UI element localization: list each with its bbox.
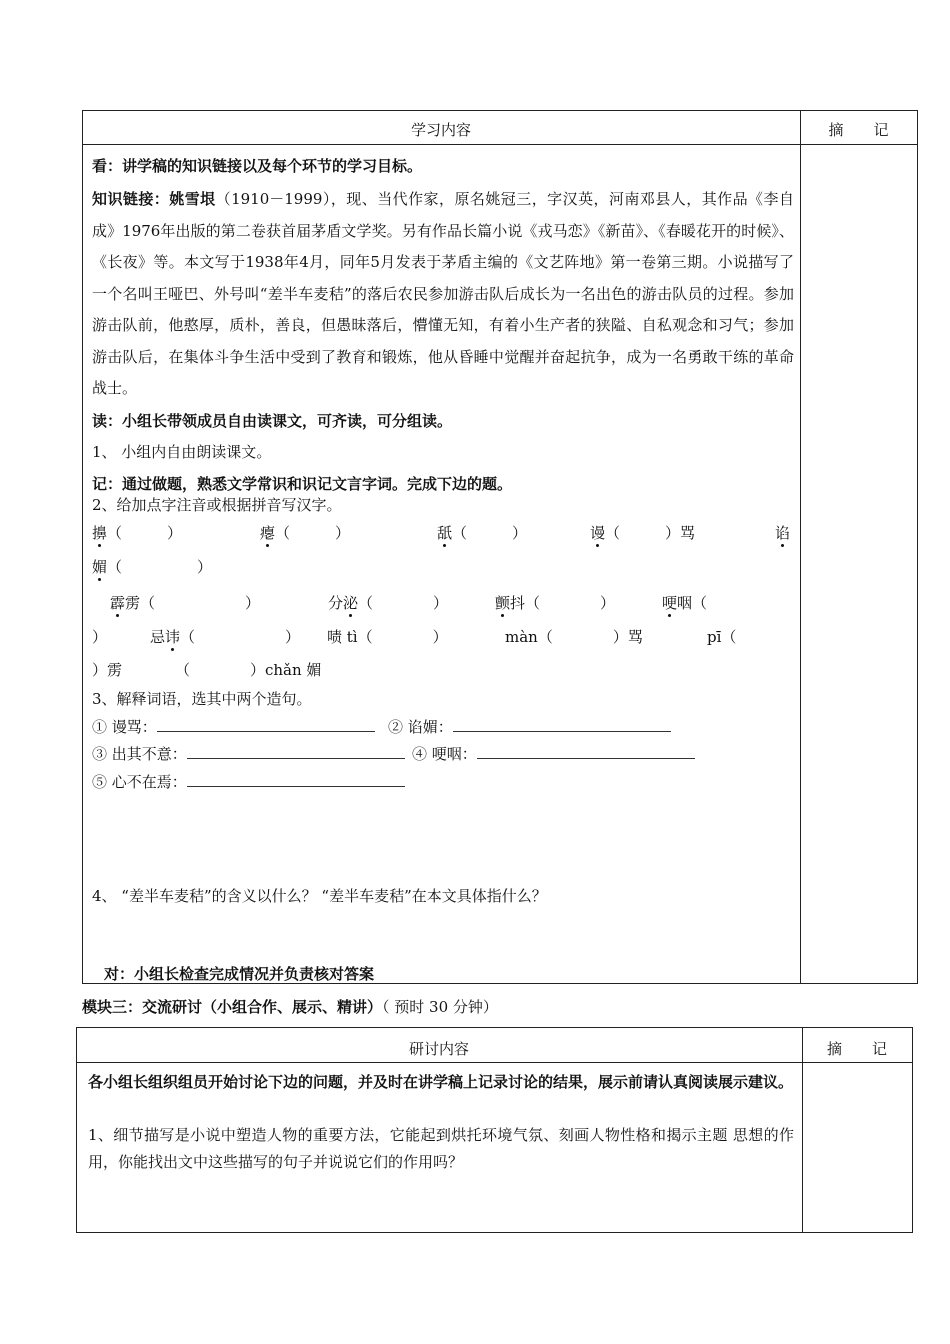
- pinyin-item-7: [328, 592, 448, 613]
- dotted-char: 媚: [92, 558, 108, 576]
- paren-blank: （ ）: [107, 524, 183, 542]
- table2-question-1: 1、细节描写是小说中塑造人物的重要方法，它能起到烘托环境气氛、刻画人物性格和揭示主题 思想的作用，你能找出文中这些描写的句子并说说它们的作用吗？: [88, 1126, 794, 1171]
- pinyin-item-13-cont: ）雳: [92, 661, 123, 679]
- question-5-label: ⑤ 心不在焉：: [92, 773, 187, 791]
- answer-line[interactable]: [157, 717, 375, 732]
- dotted-char: 讳: [165, 628, 181, 646]
- dotted-char: 霹: [110, 594, 126, 612]
- dotted-char: 擤: [92, 524, 108, 542]
- char: 分: [328, 594, 344, 612]
- question-3-label: ③ 出其不意：: [92, 745, 187, 763]
- answer-line[interactable]: [187, 772, 405, 787]
- paren-blank: （ ）: [180, 628, 301, 646]
- paren-blank: （ ）骂: [605, 524, 696, 542]
- answer-line[interactable]: [453, 717, 671, 732]
- question-3: [92, 743, 405, 764]
- question-1: [92, 716, 375, 737]
- table2-border-top: [76, 1027, 913, 1028]
- paren-blank: （ ）: [275, 524, 351, 542]
- item-3: 3、解释词语，选其中两个造句。: [92, 690, 312, 708]
- table1-border-header: [82, 144, 918, 145]
- item-4: 4、 “差半车麦秸”的含义以什么？ “差半车麦秸”在本文具体指什么？: [92, 887, 547, 905]
- zhishi-paragraph: [92, 184, 794, 405]
- char: 忌: [150, 628, 166, 646]
- question-2: [388, 716, 671, 737]
- table1-header-notes: 摘 记: [828, 121, 889, 139]
- dotted-char: 谩: [590, 524, 606, 542]
- table1-header-content: 学习内容: [410, 121, 471, 139]
- module3-heading: [82, 996, 498, 1017]
- table2-header-content: 研讨内容: [408, 1040, 469, 1058]
- zhishi-text: （1910－1999），现、当代作家，原名姚冠三，字汉英，河南邓县人，其作品《李自成》1976年出版的第二卷获首届茅盾文学奖。另有作品长篇小说《戎马恋》《新苗》、《春暖花开的时候》、《长夜》等。本文写于1938年4月，同年5月发表于茅盾主编的《文艺阵地》第一卷第三期。小说描写了一个名叫王哑巴、外号叫“差半车麦秸”的落后农民参加游击队后成长为一名出色的游击队员的过程。参加游击队前，他憨厚，质朴，善良，但愚昧落后，懵懂无知，有着小生产者的狭隘、自私观念和习气；参加游击队后，在集体斗争生活中受到了教育和锻炼，他从昏睡中觉醒并奋起抗争，成为一名勇敢干练的革命战士。: [92, 190, 794, 397]
- question-2-label: ② 谄媚：: [388, 718, 453, 736]
- table1-border-left: [82, 110, 83, 984]
- pinyin-item-5-cont: [92, 556, 212, 577]
- pinyin-item-11: 啧 tì（ ）: [327, 628, 448, 646]
- pinyin-item-12: màn（ ）骂: [505, 628, 643, 646]
- paren-blank: 抖（ ）: [510, 594, 616, 612]
- du-item-1: 1、 小组内自由朗读课文。: [92, 443, 272, 461]
- table1-border-mid: [800, 110, 801, 984]
- answer-line[interactable]: [477, 744, 695, 759]
- paren-blank: （ ）: [358, 594, 449, 612]
- kan-instruction: 看：讲学稿的知识链接以及每个环节的学习目标。: [92, 157, 423, 175]
- table2-border-bottom: [76, 1232, 913, 1233]
- table1-border-top: [82, 110, 918, 111]
- pinyin-item-6: [110, 592, 260, 613]
- pinyin-item-3: [437, 522, 527, 543]
- pinyin-item-10: [150, 626, 300, 647]
- paren-blank: （ ）: [452, 524, 528, 542]
- paren-blank: 雳（ ）: [125, 594, 261, 612]
- zhishi-label: 知识链接：: [92, 190, 170, 208]
- module3-title: 模块三：交流研讨（小组合作、展示、精讲）: [82, 998, 383, 1016]
- question-5: [92, 771, 405, 792]
- table2-border-header: [76, 1062, 913, 1063]
- table1-border-right: [917, 110, 918, 984]
- dotted-char: 泌: [343, 594, 359, 612]
- answer-line[interactable]: [187, 744, 405, 759]
- dotted-char: 颤: [495, 594, 511, 612]
- pinyin-item-1: [92, 522, 182, 543]
- dui-instruction: 对：小组长检查完成情况并负责核对答案: [104, 965, 375, 983]
- question-4: [412, 743, 695, 764]
- question-4-label: ④ 哽咽：: [412, 745, 477, 763]
- pinyin-item-9: [662, 592, 707, 613]
- module3-time: （ 预时 30 分钟）: [382, 998, 498, 1016]
- table2-header-notes: 摘 记: [826, 1040, 887, 1058]
- du-instruction: 读：小组长带领成员自由读课文，可齐读，可分组读。: [92, 412, 453, 430]
- pinyin-item-4: [590, 522, 695, 543]
- pinyin-item-14: （ ）chǎn 媚: [175, 661, 322, 679]
- paren-blank: （ ）: [107, 558, 213, 576]
- pinyin-item-13: pī（: [707, 628, 737, 646]
- dotted-char: 舐: [437, 524, 453, 542]
- dotted-char: 瘪: [260, 524, 276, 542]
- pinyin-item-5: [775, 522, 790, 543]
- question-1-label: ① 谩骂：: [92, 718, 157, 736]
- ji-instruction: 记：通过做题，熟悉文学常识和识记文言字词。完成下边的题。: [92, 475, 513, 493]
- table2-intro: 各小组长组织组员开始讨论下边的问题，并及时在讲学稿上记录讨论的结果，展示前请认真阅读展示建议。: [88, 1073, 794, 1091]
- paren-blank: 咽（: [677, 594, 708, 612]
- pinyin-item-2: [260, 522, 350, 543]
- pinyin-item-8: [495, 592, 615, 613]
- table2-border-right: [912, 1027, 913, 1233]
- dotted-char: 哽: [662, 594, 678, 612]
- dotted-char: 谄: [775, 524, 791, 542]
- pinyin-item-9-close: ）: [92, 628, 108, 646]
- ji-item-2: 2、给加点字注音或根据拼音写汉字。: [92, 496, 342, 514]
- zhishi-author: 姚雪垠: [169, 190, 216, 208]
